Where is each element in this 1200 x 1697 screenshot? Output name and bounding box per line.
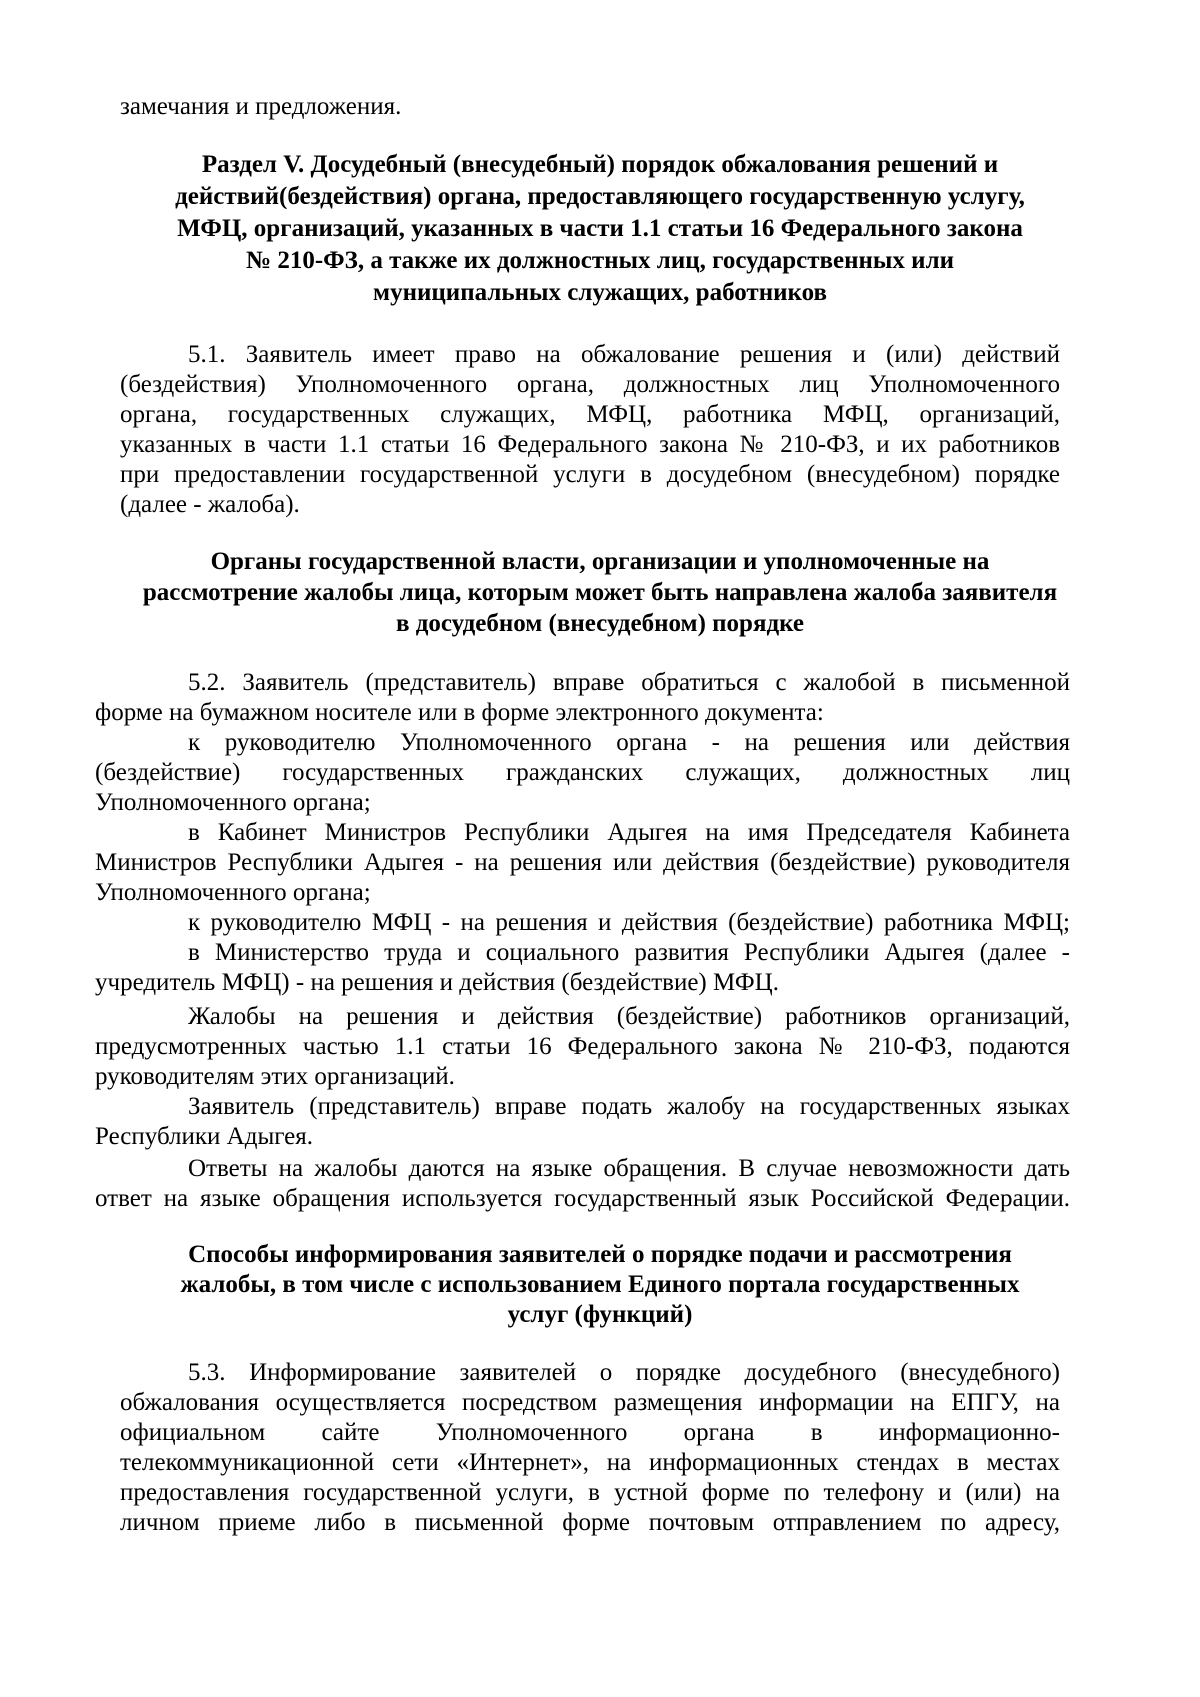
- paragraph-line: Министров Республики Адыгея - на решения или действия (бездействие) руководителя: [95, 849, 1070, 876]
- paragraph-line: в Кабинет Министров Республики Адыгея на имя Председателя Кабинета: [188, 819, 1070, 846]
- subsection-heading-line: услуг (функций): [507, 1301, 693, 1328]
- paragraph-line: к руководителю Уполномоченного органа - на решения или действия: [188, 729, 1070, 756]
- subsection-heading-line: рассмотрение жалобы лица, которым может быть направлена жалоба заявителя: [142, 579, 1058, 606]
- subsection-heading-line: жалобы, в том числе с использованием Единого портала государственных: [180, 1271, 1020, 1298]
- paragraph-line: Республики Адыгея.: [95, 1123, 314, 1150]
- paragraph-line: (бездействия) Уполномоченного органа, должностных лиц Уполномоченного: [120, 371, 1060, 398]
- paragraph-line: ответ на языке обращения используется государственный язык Российской Федерации.: [95, 1185, 1070, 1212]
- paragraph-line: к руководителю МФЦ - на решения и действия (бездействие) работника МФЦ;: [188, 909, 1070, 936]
- paragraph-line: личном приеме либо в письменной форме почтовым отправлением по адресу,: [120, 1509, 1060, 1536]
- paragraph-line: Уполномоченного органа;: [95, 879, 371, 906]
- paragraph-line: форме на бумажном носителе или в форме электронного документа:: [95, 699, 824, 726]
- paragraph-line: предусмотренных частью 1.1 статьи 16 Федерального закона № 210-ФЗ, подаются: [95, 1033, 1070, 1060]
- paragraph-line: руководителям этих организаций.: [95, 1063, 455, 1090]
- paragraph-line: 5.2. Заявитель (представитель) вправе обратиться с жалобой в письменной: [188, 669, 1070, 696]
- paragraph-line: 5.3. Информирование заявителей о порядке досудебного (внесудебного): [188, 1359, 1060, 1386]
- paragraph-line: (далее - жалоба).: [120, 491, 300, 518]
- paragraph-line: в Министерство труда и социального развития Республики Адыгея (далее -: [188, 939, 1070, 966]
- section-title-line: Раздел V. Досудебный (внесудебный) порядок обжалования решений и: [201, 151, 999, 178]
- subsection-heading-line: Способы информирования заявителей о порядке подачи и рассмотрения: [188, 1241, 1012, 1268]
- paragraph-line: Жалобы на решения и действия (бездействие) работников организаций,: [188, 1003, 1070, 1030]
- subsection-heading-line: Органы государственной власти, организации и уполномоченные на: [210, 548, 990, 575]
- section-title-line: МФЦ, организаций, указанных в части 1.1 статьи 16 Федерального закона: [177, 215, 1023, 242]
- paragraph-line: обжалования осуществляется посредством размещения информации на ЕПГУ, на: [120, 1389, 1060, 1416]
- paragraph-line: при предоставлении государственной услуги в досудебном (внесудебном) порядке: [120, 461, 1060, 488]
- section-title-line: № 210-ФЗ, а также их должностных лиц, государственных или: [245, 247, 955, 274]
- section-title-line: действий(бездействия) органа, предоставляющего государственную услугу,: [175, 183, 1025, 210]
- paragraph-line: официальном сайте Уполномоченного органа в информационно-: [120, 1419, 1060, 1446]
- paragraph-line: (бездействие) государственных гражданских служащих, должностных лиц: [95, 759, 1070, 786]
- subsection-heading-line: в досудебном (внесудебном) порядке: [396, 610, 804, 637]
- paragraph-line: предоставления государственной услуги, в устной форме по телефону и (или) на: [120, 1479, 1060, 1506]
- paragraph-line: телекоммуникационной сети «Интернет», на информационных стендах в местах: [120, 1449, 1060, 1476]
- paragraph-line: учредитель МФЦ) - на решения и действия (бездействие) МФЦ.: [95, 969, 779, 996]
- paragraph-line: органа, государственных служащих, МФЦ, работника МФЦ, организаций,: [120, 401, 1060, 428]
- paragraph-line: Ответы на жалобы даются на языке обращения. В случае невозможности дать: [188, 1155, 1070, 1182]
- paragraph-line: 5.1. Заявитель имеет право на обжалование решения и (или) действий: [188, 341, 1060, 368]
- paragraph-line: Уполномоченного органа;: [95, 789, 371, 816]
- section-title-line: муниципальных служащих, работников: [373, 279, 827, 306]
- paragraph-line: указанных в части 1.1 статьи 16 Федерального закона № 210-ФЗ, и их работников: [120, 431, 1060, 458]
- paragraph-line: Заявитель (представитель) вправе подать жалобу на государственных языках: [188, 1093, 1070, 1120]
- intro-last-line: замечания и предложения.: [120, 93, 402, 120]
